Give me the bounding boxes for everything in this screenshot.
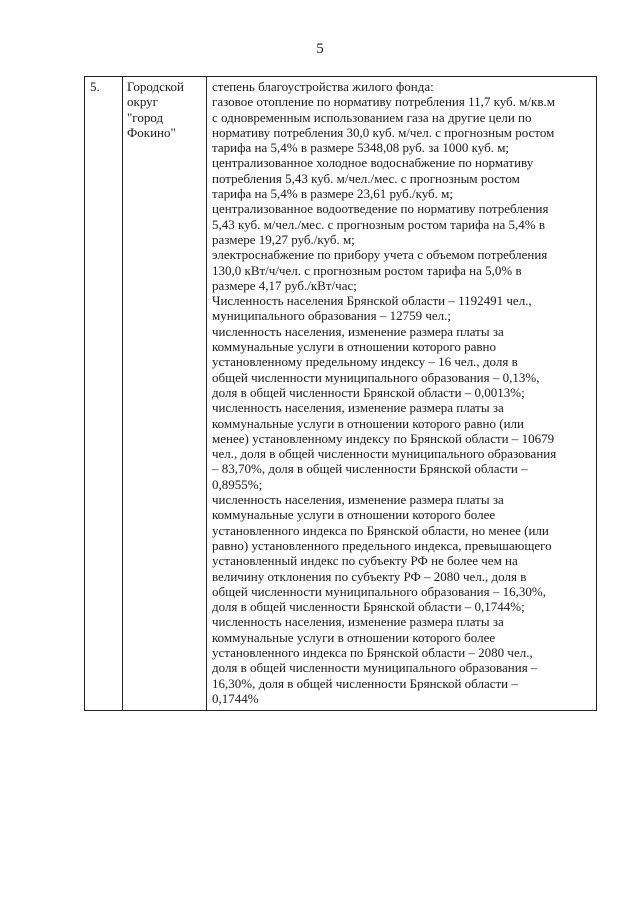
description-line: 0,1744% <box>212 690 259 706</box>
description-line: доля в общей численности Брянской области – 0,0013%; <box>212 384 525 400</box>
description-line: чел., доля в общей численности муниципального образования <box>212 446 557 462</box>
description-line: Численность населения Брянской области – 1192491 чел., <box>212 293 532 309</box>
description-line: газовое отопление по нормативу потребления 11,7 куб. м/кв.м <box>212 94 555 110</box>
description-line: коммунальные услуги в отношении которого более <box>212 629 496 645</box>
description-line: общей численности муниципального образования – 0,13%, <box>212 369 540 385</box>
description-line: численность населения, изменение размера платы за <box>212 614 504 630</box>
description-line: установленный индекс по субъекту РФ не более чем на <box>212 553 518 569</box>
table-row <box>85 77 597 711</box>
row-number: 5. <box>90 79 100 94</box>
description-line: тарифа на 5,4% в размере 23,61 руб./куб. м; <box>212 186 453 202</box>
description-line: численность населения, изменение размера платы за <box>212 492 504 508</box>
description-line: величину отклонения по субъекту РФ – 2080 чел., доля в <box>212 568 527 584</box>
description-line: численность населения, изменение размера платы за <box>212 400 504 416</box>
description-line: с одновременным использованием газа на другие цели по <box>212 109 532 125</box>
description-line: менее) установленному индексу по Брянской области – 10679 <box>212 430 555 446</box>
description-line: 130,0 кВт/ч/чел. с прогнозным ростом тарифа на 5,0% в <box>212 262 522 278</box>
description-line: муниципального образования – 12759 чел.; <box>212 308 452 324</box>
description-cell <box>207 77 597 711</box>
description-line: 0,8955%; <box>212 476 263 492</box>
description-line: коммунальные услуги в отношении которого более <box>212 507 496 523</box>
description-line: установленного индекса по Брянской области, но менее (или <box>212 522 549 538</box>
description-line: 5,43 куб. м/чел./мес. с прогнозным ростом тарифа на 5,4% в <box>212 216 546 232</box>
description-line: общей численности муниципального образования – 16,30%, <box>212 583 546 599</box>
municipality-name-line: "город <box>127 109 164 125</box>
description-line: размере 19,27 руб./куб. м; <box>212 231 355 247</box>
description-line: установленному предельному индексу – 16 чел., доля в <box>212 354 518 370</box>
description-line: доля в общей численности Брянской области – 0,1744%; <box>212 599 525 615</box>
description-line: установленного индекса по Брянской области – 2080 чел., <box>212 644 533 660</box>
municipality-name-line: Городской <box>127 79 184 94</box>
description-line: – 83,70%, доля в общей численности Брянской области – <box>212 461 528 477</box>
description-line: степень благоустройства жилого фонда: <box>212 79 434 94</box>
description-line: централизованное холодное водоснабжение по нормативу <box>212 155 534 171</box>
description-line: коммунальные услуги в отношении которого равно (или <box>212 415 524 431</box>
document-table <box>84 76 597 711</box>
description-line: численность населения, изменение размера платы за <box>212 323 504 339</box>
description-line: нормативу потребления 30,0 куб. м/чел. с прогнозным ростом <box>212 124 555 140</box>
municipality-name-line: округ <box>127 94 158 110</box>
description-line: тарифа на 5,4% в размере 5348,08 руб. за 1000 куб. м; <box>212 140 510 156</box>
row-number-cell <box>85 77 123 711</box>
description-line: доля в общей численности муниципального образования – <box>212 660 538 676</box>
description-line: коммунальные услуги в отношении которого равно <box>212 339 497 355</box>
municipality-name-line: Фокино" <box>127 124 176 140</box>
description-line: электроснабжение по прибору учета с объемом потребления <box>212 247 548 263</box>
description-line: потребления 5,43 куб. м/чел./мес. с прогнозным ростом <box>212 170 520 186</box>
municipality-name-cell <box>123 77 207 711</box>
description-line: централизованное водоотведение по нормативу потребления <box>212 201 549 217</box>
description-line: равно) установленного предельного индекса, превышающего <box>212 537 552 553</box>
description-line: 16,30%, доля в общей численности Брянской области – <box>212 675 518 691</box>
description-line: размере 4,17 руб./кВт/час; <box>212 277 357 293</box>
page-number: 5 <box>316 41 324 57</box>
